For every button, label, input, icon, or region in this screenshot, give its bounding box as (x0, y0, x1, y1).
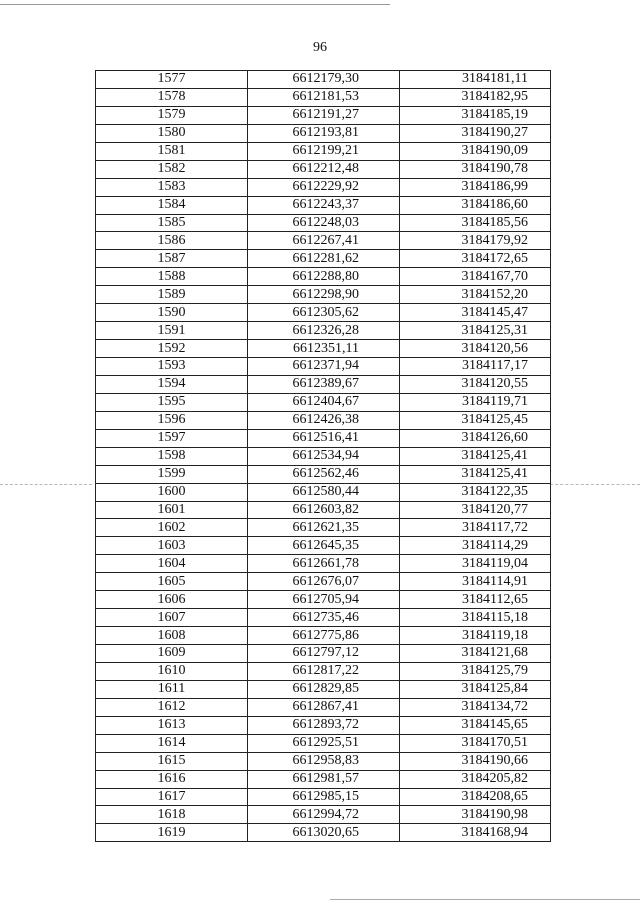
table-row (96, 429, 551, 447)
table-row (96, 555, 551, 573)
table-row (96, 250, 551, 268)
x-coordinate-cell: 6612705,94 (248, 591, 400, 609)
x-coordinate-cell: 6612243,37 (248, 196, 400, 214)
x-coordinate-cell: 6612661,78 (248, 555, 400, 573)
table-row (96, 358, 551, 376)
point-number-cell: 1614 (96, 734, 248, 752)
x-coordinate-cell: 6612985,15 (248, 788, 400, 806)
x-coordinate-cell: 6612797,12 (248, 645, 400, 663)
table-row (96, 662, 551, 680)
table-row (96, 806, 551, 824)
table-row (96, 734, 551, 752)
table-row (96, 501, 551, 519)
bottom-edge-line (330, 899, 640, 900)
y-coordinate-cell: 3184125,41 (400, 447, 551, 465)
point-number-cell: 1609 (96, 645, 248, 663)
x-coordinate-cell: 6613020,65 (248, 824, 400, 842)
table-row (96, 178, 551, 196)
y-coordinate-cell: 3184125,41 (400, 465, 551, 483)
y-coordinate-cell: 3184190,98 (400, 806, 551, 824)
y-coordinate-cell: 3184114,91 (400, 573, 551, 591)
y-coordinate-cell: 3184125,31 (400, 322, 551, 340)
y-coordinate-cell: 3184181,11 (400, 71, 551, 89)
table-row (96, 645, 551, 663)
page-number: 96 (313, 40, 327, 55)
x-coordinate-cell: 6612179,30 (248, 71, 400, 89)
point-number-cell: 1591 (96, 322, 248, 340)
point-number-cell: 1618 (96, 806, 248, 824)
table-row (96, 483, 551, 501)
point-number-cell: 1608 (96, 627, 248, 645)
x-coordinate-cell: 6612981,57 (248, 770, 400, 788)
y-coordinate-cell: 3184186,99 (400, 178, 551, 196)
x-coordinate-cell: 6612298,90 (248, 286, 400, 304)
x-coordinate-cell: 6612958,83 (248, 752, 400, 770)
y-coordinate-cell: 3184185,19 (400, 106, 551, 124)
y-coordinate-cell: 3184172,65 (400, 250, 551, 268)
x-coordinate-cell: 6612199,21 (248, 142, 400, 160)
y-coordinate-cell: 3184126,60 (400, 429, 551, 447)
fold-mark-left (0, 484, 92, 486)
y-coordinate-cell: 3184182,95 (400, 88, 551, 106)
point-number-cell: 1611 (96, 680, 248, 698)
point-number-cell: 1593 (96, 358, 248, 376)
point-number-cell: 1594 (96, 375, 248, 393)
y-coordinate-cell: 3184185,56 (400, 214, 551, 232)
point-number-cell: 1579 (96, 106, 248, 124)
table-row (96, 609, 551, 627)
point-number-cell: 1598 (96, 447, 248, 465)
point-number-cell: 1590 (96, 304, 248, 322)
x-coordinate-cell: 6612867,41 (248, 698, 400, 716)
top-edge-line (0, 4, 390, 5)
y-coordinate-cell: 3184145,47 (400, 304, 551, 322)
x-coordinate-cell: 6612426,38 (248, 411, 400, 429)
point-number-cell: 1600 (96, 483, 248, 501)
x-coordinate-cell: 6612191,27 (248, 106, 400, 124)
x-coordinate-cell: 6612389,67 (248, 375, 400, 393)
y-coordinate-cell: 3184122,35 (400, 483, 551, 501)
x-coordinate-cell: 6612212,48 (248, 160, 400, 178)
table-row (96, 106, 551, 124)
x-coordinate-cell: 6612516,41 (248, 429, 400, 447)
x-coordinate-cell: 6612817,22 (248, 662, 400, 680)
point-number-cell: 1589 (96, 286, 248, 304)
x-coordinate-cell: 6612676,07 (248, 573, 400, 591)
coordinates-table-body (96, 71, 551, 842)
table-row (96, 196, 551, 214)
table-row (96, 537, 551, 555)
table-row (96, 573, 551, 591)
x-coordinate-cell: 6612248,03 (248, 214, 400, 232)
y-coordinate-cell: 3184121,68 (400, 645, 551, 663)
y-coordinate-cell: 3184170,51 (400, 734, 551, 752)
point-number-cell: 1587 (96, 250, 248, 268)
point-number-cell: 1619 (96, 824, 248, 842)
x-coordinate-cell: 6612351,11 (248, 340, 400, 358)
fold-mark-right (550, 484, 640, 486)
table-row (96, 680, 551, 698)
x-coordinate-cell: 6612562,46 (248, 465, 400, 483)
x-coordinate-cell: 6612193,81 (248, 124, 400, 142)
table-row (96, 71, 551, 89)
point-number-cell: 1604 (96, 555, 248, 573)
point-number-cell: 1595 (96, 393, 248, 411)
y-coordinate-cell: 3184120,55 (400, 375, 551, 393)
x-coordinate-cell: 6612288,80 (248, 268, 400, 286)
point-number-cell: 1607 (96, 609, 248, 627)
x-coordinate-cell: 6612994,72 (248, 806, 400, 824)
x-coordinate-cell: 6612829,85 (248, 680, 400, 698)
y-coordinate-cell: 3184168,94 (400, 824, 551, 842)
table-row (96, 752, 551, 770)
y-coordinate-cell: 3184134,72 (400, 698, 551, 716)
point-number-cell: 1577 (96, 71, 248, 89)
x-coordinate-cell: 6612580,44 (248, 483, 400, 501)
point-number-cell: 1617 (96, 788, 248, 806)
point-number-cell: 1597 (96, 429, 248, 447)
table-row (96, 465, 551, 483)
table-row (96, 591, 551, 609)
point-number-cell: 1588 (96, 268, 248, 286)
table-row (96, 770, 551, 788)
table-row (96, 627, 551, 645)
table-row (96, 286, 551, 304)
x-coordinate-cell: 6612404,67 (248, 393, 400, 411)
point-number-cell: 1596 (96, 411, 248, 429)
x-coordinate-cell: 6612305,62 (248, 304, 400, 322)
point-number-cell: 1610 (96, 662, 248, 680)
y-coordinate-cell: 3184125,79 (400, 662, 551, 680)
x-coordinate-cell: 6612735,46 (248, 609, 400, 627)
table-row (96, 393, 551, 411)
point-number-cell: 1606 (96, 591, 248, 609)
y-coordinate-cell: 3184119,04 (400, 555, 551, 573)
point-number-cell: 1592 (96, 340, 248, 358)
table-row (96, 447, 551, 465)
point-number-cell: 1601 (96, 501, 248, 519)
y-coordinate-cell: 3184120,77 (400, 501, 551, 519)
table-row (96, 160, 551, 178)
y-coordinate-cell: 3184208,65 (400, 788, 551, 806)
y-coordinate-cell: 3184190,09 (400, 142, 551, 160)
point-number-cell: 1581 (96, 142, 248, 160)
point-number-cell: 1586 (96, 232, 248, 250)
table-row (96, 519, 551, 537)
y-coordinate-cell: 3184117,72 (400, 519, 551, 537)
y-coordinate-cell: 3184190,78 (400, 160, 551, 178)
y-coordinate-cell: 3184115,18 (400, 609, 551, 627)
point-number-cell: 1615 (96, 752, 248, 770)
y-coordinate-cell: 3184119,71 (400, 393, 551, 411)
table-row (96, 824, 551, 842)
y-coordinate-cell: 3184119,18 (400, 627, 551, 645)
point-number-cell: 1612 (96, 698, 248, 716)
table-row (96, 232, 551, 250)
table-row (96, 375, 551, 393)
x-coordinate-cell: 6612925,51 (248, 734, 400, 752)
point-number-cell: 1616 (96, 770, 248, 788)
point-number-cell: 1603 (96, 537, 248, 555)
y-coordinate-cell: 3184190,66 (400, 752, 551, 770)
table-row (96, 716, 551, 734)
point-number-cell: 1613 (96, 716, 248, 734)
y-coordinate-cell: 3184186,60 (400, 196, 551, 214)
table-row (96, 142, 551, 160)
y-coordinate-cell: 3184152,20 (400, 286, 551, 304)
point-number-cell: 1584 (96, 196, 248, 214)
point-number-cell: 1582 (96, 160, 248, 178)
x-coordinate-cell: 6612775,86 (248, 627, 400, 645)
table-row (96, 411, 551, 429)
point-number-cell: 1583 (96, 178, 248, 196)
x-coordinate-cell: 6612181,53 (248, 88, 400, 106)
x-coordinate-cell: 6612326,28 (248, 322, 400, 340)
x-coordinate-cell: 6612621,35 (248, 519, 400, 537)
point-number-cell: 1605 (96, 573, 248, 591)
y-coordinate-cell: 3184145,65 (400, 716, 551, 734)
y-coordinate-cell: 3184125,45 (400, 411, 551, 429)
point-number-cell: 1578 (96, 88, 248, 106)
y-coordinate-cell: 3184205,82 (400, 770, 551, 788)
y-coordinate-cell: 3184114,29 (400, 537, 551, 555)
table-row (96, 214, 551, 232)
y-coordinate-cell: 3184117,17 (400, 358, 551, 376)
table-row (96, 698, 551, 716)
x-coordinate-cell: 6612603,82 (248, 501, 400, 519)
table-row (96, 88, 551, 106)
table-row (96, 340, 551, 358)
y-coordinate-cell: 3184190,27 (400, 124, 551, 142)
table-row (96, 124, 551, 142)
point-number-cell: 1580 (96, 124, 248, 142)
x-coordinate-cell: 6612229,92 (248, 178, 400, 196)
point-number-cell: 1602 (96, 519, 248, 537)
point-number-cell: 1585 (96, 214, 248, 232)
x-coordinate-cell: 6612281,62 (248, 250, 400, 268)
y-coordinate-cell: 3184112,65 (400, 591, 551, 609)
table-row (96, 268, 551, 286)
x-coordinate-cell: 6612893,72 (248, 716, 400, 734)
coordinates-table (95, 70, 551, 842)
table-row (96, 304, 551, 322)
y-coordinate-cell: 3184120,56 (400, 340, 551, 358)
y-coordinate-cell: 3184125,84 (400, 680, 551, 698)
x-coordinate-cell: 6612371,94 (248, 358, 400, 376)
x-coordinate-cell: 6612534,94 (248, 447, 400, 465)
table-row (96, 788, 551, 806)
x-coordinate-cell: 6612645,35 (248, 537, 400, 555)
y-coordinate-cell: 3184167,70 (400, 268, 551, 286)
x-coordinate-cell: 6612267,41 (248, 232, 400, 250)
y-coordinate-cell: 3184179,92 (400, 232, 551, 250)
table-row (96, 322, 551, 340)
point-number-cell: 1599 (96, 465, 248, 483)
